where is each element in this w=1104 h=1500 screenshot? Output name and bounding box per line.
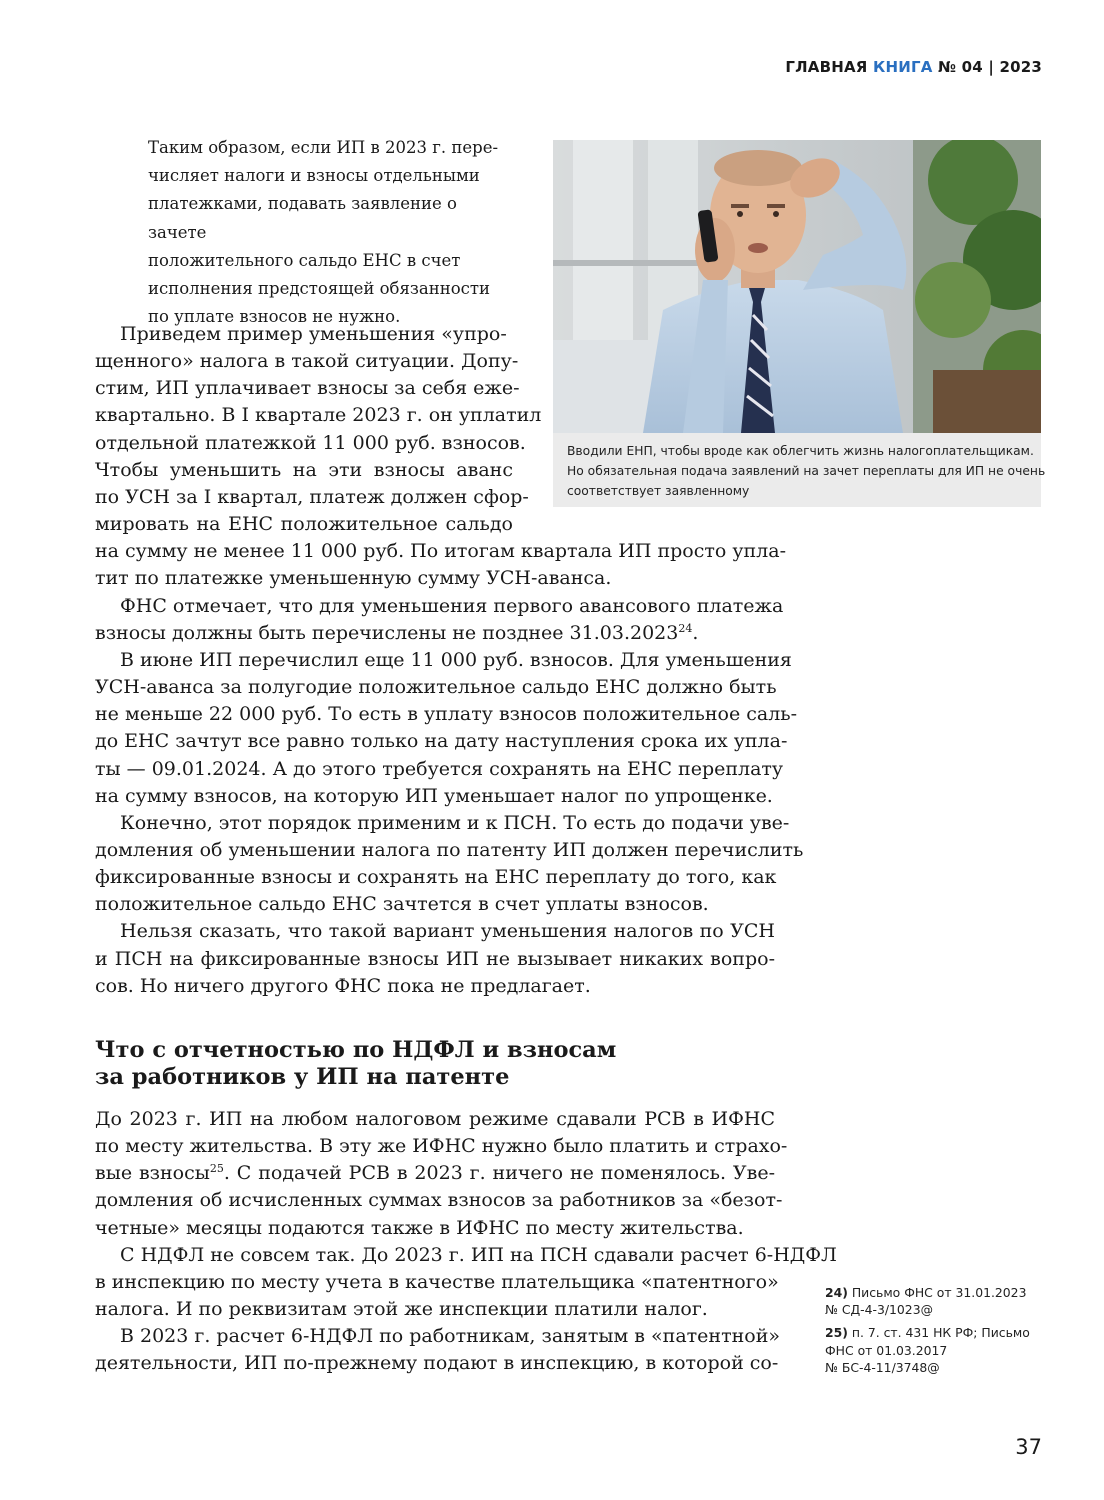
body-line: и ПСН на фиксированные взносы ИП не вызывает никаких вопро- bbox=[95, 947, 775, 970]
footnote-number: 24) bbox=[825, 1285, 848, 1300]
body-line-text: . С подачей РСВ в 2023 г. ничего не поменялось. Уве- bbox=[223, 1162, 776, 1185]
body-line: ФНС отмечает, что для уменьшения первого авансового платежа bbox=[120, 594, 784, 617]
body-line: на сумму не менее 11 000 руб. По итогам квартала ИП просто упла- bbox=[95, 540, 787, 563]
footnote-text: п. 7. ст. 431 НК РФ; Письмо bbox=[847, 1325, 1030, 1341]
body-line: Нельзя сказать, что такой вариант уменьшения налогов по УСН bbox=[120, 920, 775, 943]
footnote-ref-24[interactable]: 24 bbox=[678, 621, 693, 635]
body-line: на сумму взносов, на которую ИП уменьшает налог по упрощенке. bbox=[95, 784, 773, 807]
body-line: фиксированные взносы и сохранять на ЕНС переплату до того, как bbox=[95, 866, 777, 889]
body-line: Конечно, этот порядок применим и к ПСН. То есть до подачи уве- bbox=[120, 811, 790, 834]
caption-line: Но обязательная подача заявлений на зачет переплаты для ИП не очень bbox=[567, 463, 1046, 478]
header-title-accent: КНИГА bbox=[873, 58, 933, 76]
body-line: С НДФЛ не совсем так. До 2023 г. ИП на ПСН сдавали расчет 6-НДФЛ bbox=[120, 1243, 837, 1266]
body-line: Приведем пример уменьшения «упро- bbox=[120, 323, 507, 345]
body-line: квартально. В I квартале 2023 г. он уплатил bbox=[95, 404, 542, 427]
body-line: До 2023 г. ИП на любом налоговом режиме сдавали РСВ в ИФНС bbox=[95, 1108, 775, 1130]
body-line: стим, ИП уплачивает взносы за себя еже- bbox=[95, 377, 520, 400]
body-line: отдельной платежкой 11 000 руб. взносов. bbox=[95, 431, 526, 454]
body-line: В 2023 г. расчет 6-НДФЛ по работникам, занятым в «патентной» bbox=[120, 1325, 780, 1348]
body-line: Чтобы уменьшить на эти взносы аванс bbox=[95, 458, 513, 481]
body-line: до ЕНС зачтут все равно только на дату наступления срока их упла- bbox=[95, 730, 788, 753]
footnote-line: № СД-4-3/1023@ bbox=[825, 1302, 933, 1318]
body-line: домления об исчисленных суммах взносов за работников за «безот- bbox=[95, 1189, 783, 1212]
body-line: по УСН за I квартал, платеж должен сфор- bbox=[95, 485, 529, 508]
body-line: четные» месяцы подаются также в ИФНС по месту жительства. bbox=[95, 1216, 744, 1239]
magazine-header bbox=[785, 58, 1042, 76]
footnote-line: № БС-4-11/3748@ bbox=[825, 1359, 940, 1375]
caption-line: Вводили ЕНП, чтобы вроде как облегчить жизнь налогоплательщикам. bbox=[567, 444, 1034, 458]
body-line: мировать на ЕНС положительное сальдо bbox=[95, 513, 513, 536]
quote-line: платежками, подавать заявление о зачете bbox=[148, 194, 457, 242]
quote-line: положительного сальдо ЕНС в счет bbox=[148, 250, 461, 270]
footnote-line: ФНС от 01.03.2017 bbox=[825, 1342, 948, 1358]
body-line-with-ref bbox=[95, 1160, 775, 1187]
body-line: ты — 09.01.2024. А до этого требуется сохранять на ЕНС переплату bbox=[95, 757, 784, 780]
body-line: не меньше 22 000 руб. То есть в уплату взносов положительное саль- bbox=[95, 703, 798, 726]
quote-line: Таким образом, если ИП в 2023 г. пере- bbox=[148, 138, 499, 157]
body-line: положительное сальдо ЕНС зачтется в счет уплаты взносов. bbox=[95, 893, 709, 916]
heading-line: за работников у ИП на патенте bbox=[95, 1064, 510, 1090]
body-line: В июне ИП перечислил еще 11 000 руб. взносов. Для уменьшения bbox=[120, 648, 792, 671]
body-line: УСН-аванса за полугодие положительное сальдо ЕНС должно быть bbox=[95, 676, 777, 699]
section-heading bbox=[95, 1037, 775, 1091]
quote-line: числяет налоги и взносы отдельными bbox=[148, 166, 480, 186]
footnote-ref-25[interactable]: 25 bbox=[209, 1162, 224, 1176]
footnote-line bbox=[825, 1284, 1055, 1301]
body-line: щенного» налога в такой ситуации. Допу- bbox=[95, 350, 519, 373]
body-line: сов. Но ничего другого ФНС пока не предлагает. bbox=[95, 974, 591, 997]
body-line-text: вые взносы bbox=[95, 1162, 210, 1185]
footnote-text: Письмо ФНС от 31.01.2023 bbox=[847, 1285, 1027, 1300]
header-issue: № 04 | 2023 bbox=[937, 58, 1042, 76]
quote-line: по уплате взносов не нужно. bbox=[148, 307, 401, 327]
body-line: тит по платежке уменьшенную сумму УСН-аванса. bbox=[95, 567, 612, 590]
body-line: деятельности, ИП по-прежнему подают в инспекцию, в которой со- bbox=[95, 1352, 779, 1375]
heading-line: Что с отчетностью по НДФЛ и взносам bbox=[95, 1037, 617, 1063]
quote-line: исполнения предстоящей обязанности bbox=[148, 279, 491, 299]
footnotes bbox=[825, 1284, 1055, 1382]
caption-line: соответствует заявленному bbox=[567, 483, 750, 498]
body-line: в инспекцию по месту учета в качестве плательщика «патентного» bbox=[95, 1270, 779, 1293]
pull-quote bbox=[148, 134, 520, 331]
body-line: домления об уменьшении налога по патенту ИП должен перечислить bbox=[95, 838, 804, 861]
body-line: налога. И по реквизитам этой же инспекции платили налог. bbox=[95, 1298, 708, 1321]
footnote-24 bbox=[825, 1284, 1055, 1318]
header-title: ГЛАВНАЯ bbox=[785, 58, 868, 76]
footnote-25 bbox=[825, 1324, 1055, 1376]
footnote-number: 25) bbox=[825, 1325, 848, 1341]
body-line: по месту жительства. В эту же ИФНС нужно было платить и страхо- bbox=[95, 1135, 788, 1158]
page-number: 37 bbox=[1015, 1435, 1042, 1459]
footnote-line bbox=[825, 1324, 1055, 1341]
body-line-text: взносы должны быть перечислены не позднее 31.03.2023 bbox=[95, 621, 679, 644]
body-line-with-ref: взносы должны быть перечислены не позднее 31.03.2023$^{24}$. bbox=[95, 621, 699, 644]
